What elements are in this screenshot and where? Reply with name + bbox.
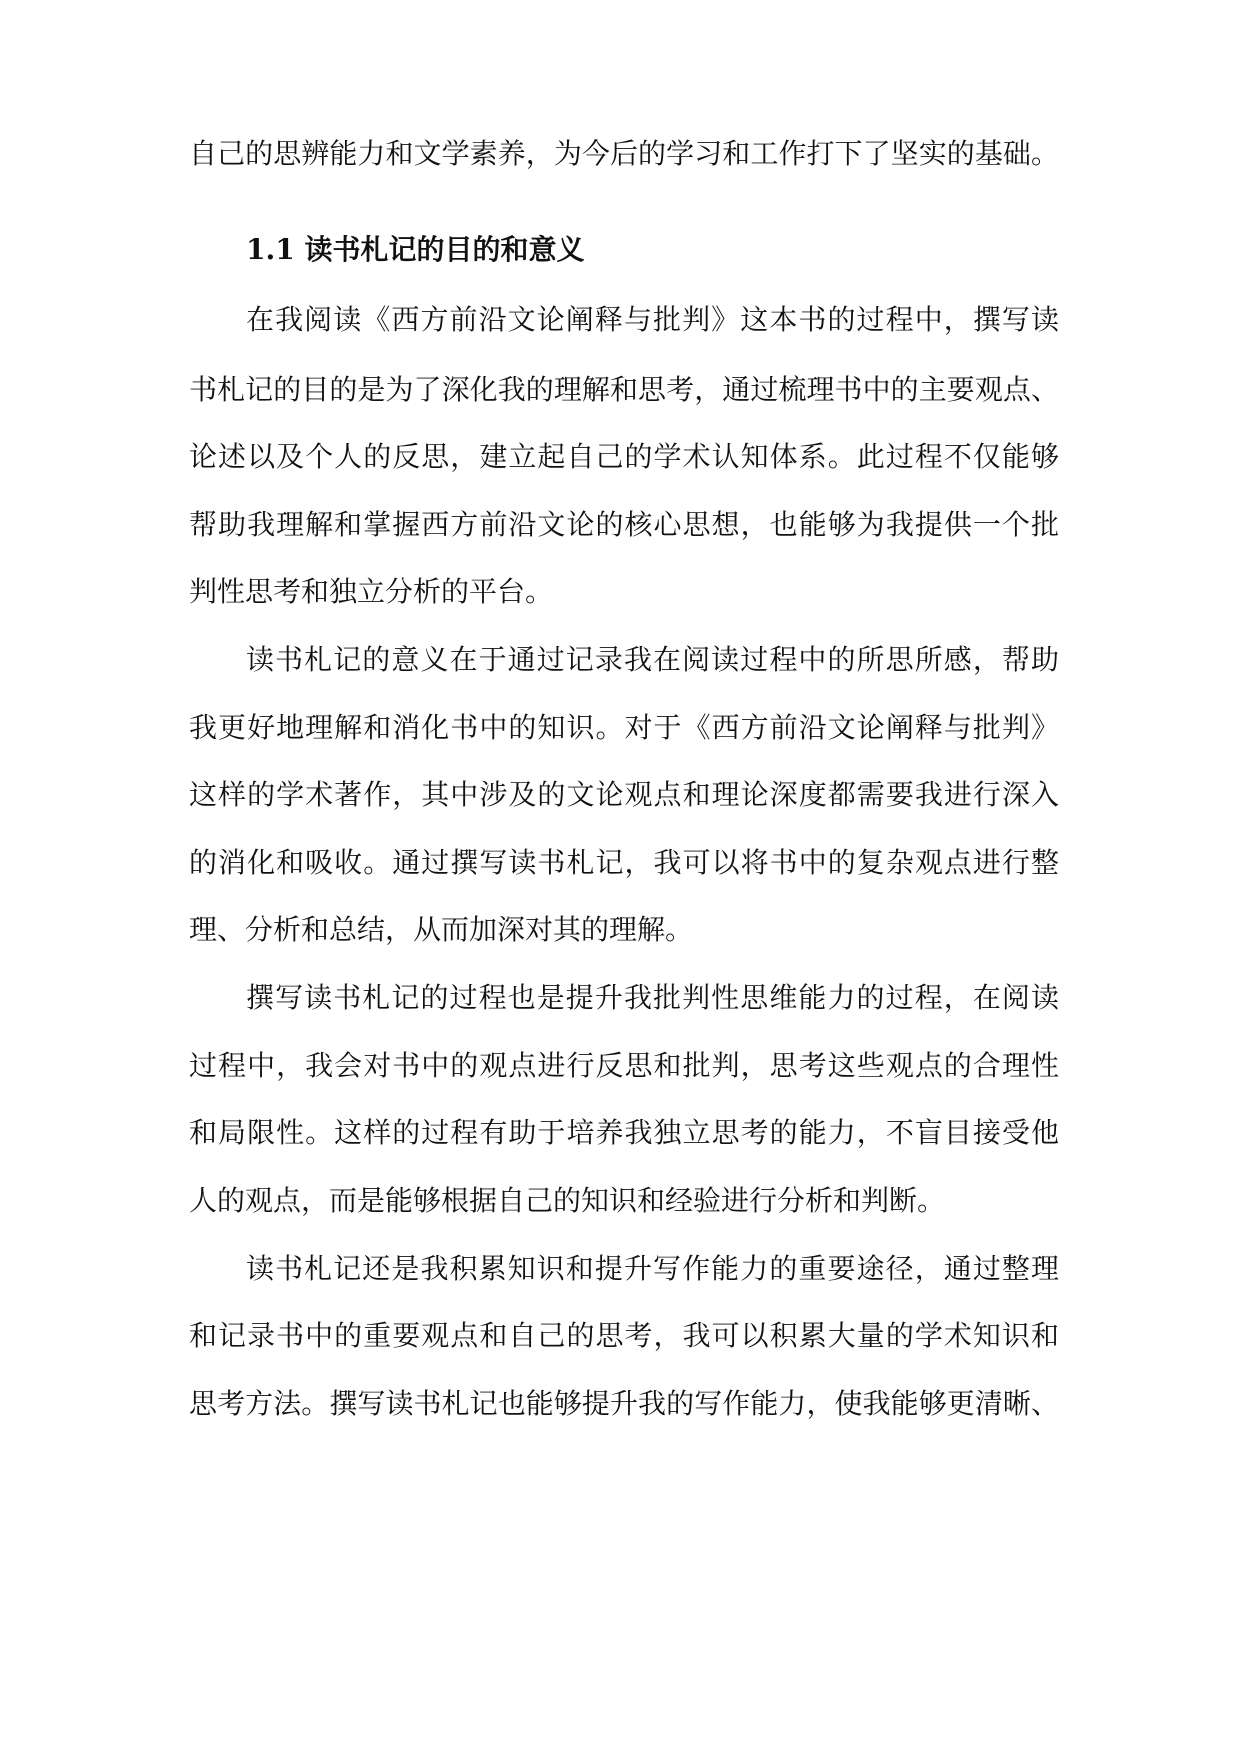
paragraph-line: 思考方法。撰写读书札记也能够提升我的写作能力，使我能够更清晰、 [189, 1387, 1059, 1420]
paragraph-line: 论述以及个人的反思，建立起自己的学术认知体系。此过程不仅能够 [189, 440, 1059, 473]
paragraph-line: 过程中，我会对书中的观点进行反思和批判，思考这些观点的合理性 [189, 1049, 1059, 1082]
paragraph-line: 书札记的目的是为了深化我的理解和思考，通过梳理书中的主要观点、 [189, 373, 1059, 406]
paragraph-line: 我更好地理解和消化书中的知识。对于《西方前沿文论阐释与批判》 [189, 711, 1059, 744]
paragraph-line: 和局限性。这样的过程有助于培养我独立思考的能力，不盲目接受他 [189, 1116, 1059, 1149]
paragraph-line: 和记录书中的重要观点和自己的思考，我可以积累大量的学术知识和 [189, 1319, 1059, 1352]
paragraph-line: 判性思考和独立分析的平台。 [189, 575, 554, 608]
paragraph-line: 的消化和吸收。通过撰写读书札记，我可以将书中的复杂观点进行整 [189, 846, 1059, 879]
paragraph-line: 帮助我理解和掌握西方前沿文论的核心思想，也能够为我提供一个批 [189, 508, 1059, 541]
section-heading: 1.1 读书札记的目的和意义 [246, 233, 585, 266]
paragraph-line: 读书札记还是我积累知识和提升写作能力的重要途径，通过整理 [246, 1252, 1059, 1285]
paragraph-line: 理、分析和总结，从而加深对其的理解。 [189, 913, 694, 946]
opening-line: 自己的思辨能力和文学素养，为今后的学习和工作打下了坚实的基础。 [189, 137, 1059, 170]
paragraph-line: 这样的学术著作，其中涉及的文论观点和理论深度都需要我进行深入 [189, 778, 1059, 811]
paragraph-line: 撰写读书札记的过程也是提升我批判性思维能力的过程，在阅读 [246, 981, 1059, 1014]
paragraph-line: 读书札记的意义在于通过记录我在阅读过程中的所思所感，帮助 [246, 643, 1059, 676]
paragraph-line: 人的观点，而是能够根据自己的知识和经验进行分析和判断。 [189, 1184, 946, 1217]
paragraph-line: 在我阅读《西方前沿文论阐释与批判》这本书的过程中，撰写读 [246, 303, 1059, 336]
